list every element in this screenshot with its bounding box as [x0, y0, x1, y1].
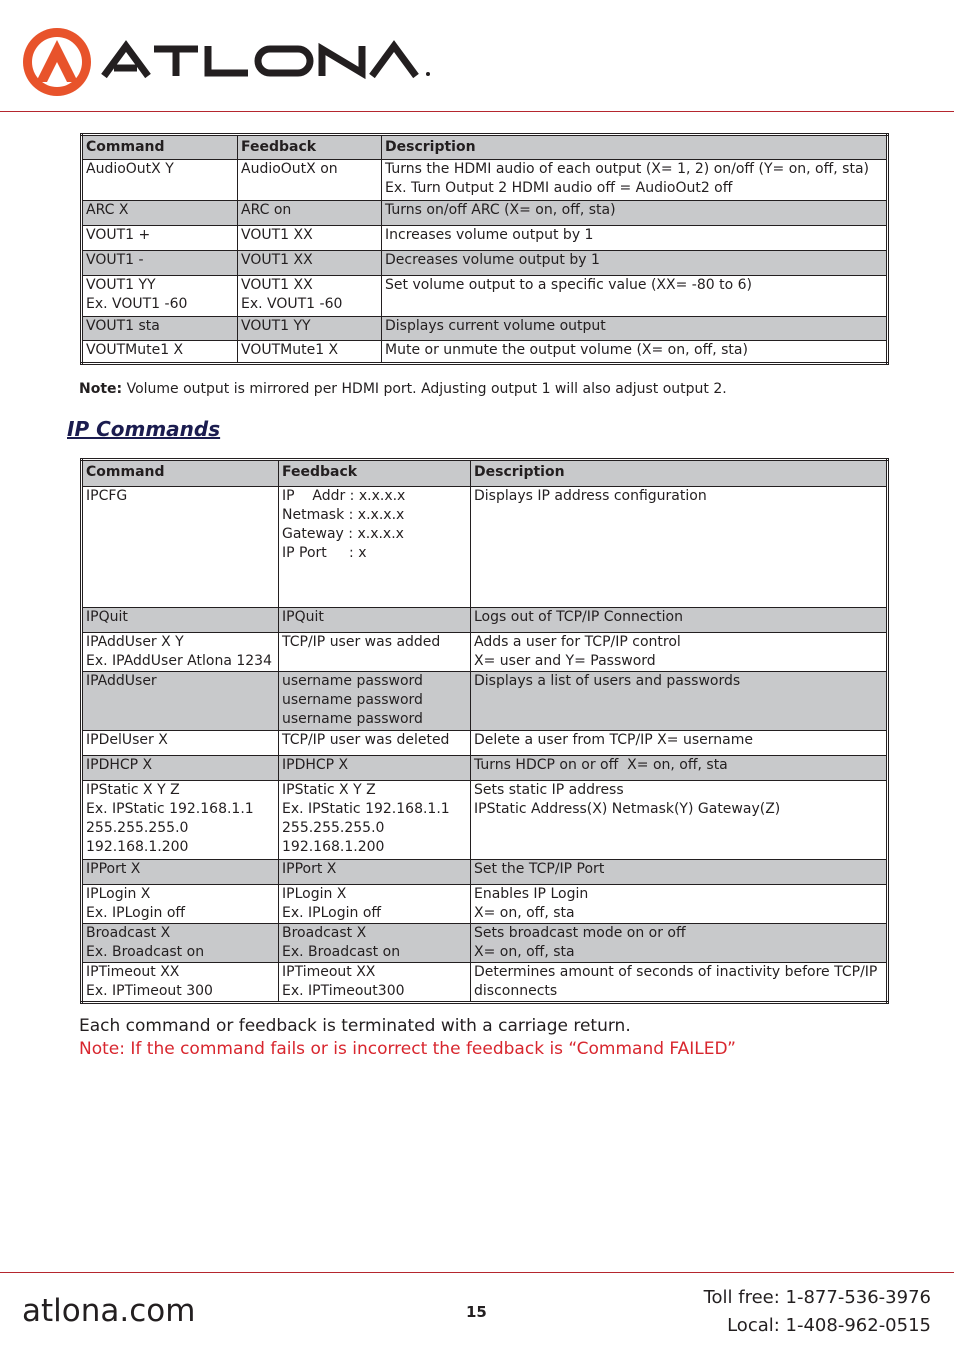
table-row — [82, 781, 888, 860]
column-header: Feedback — [279, 460, 471, 487]
description-text: Decreases volume output by 1 — [385, 252, 600, 268]
table-row — [82, 487, 888, 608]
description-text: Sets static IP address — [474, 782, 624, 798]
feedback-text: VOUTMute1 X — [241, 342, 339, 358]
note-text: Volume output is mirrored per HDMI port. Adjusting output 1 will also adjust output 2. — [122, 381, 727, 397]
feedback-text: VOUT1 XX — [241, 252, 313, 268]
table-row — [82, 160, 888, 201]
command-text: Ex. Broadcast on — [86, 944, 205, 960]
command-text: ARC X — [86, 202, 129, 218]
feedback-cell — [279, 885, 471, 924]
feedback-text: IPTimeout XX — [282, 964, 376, 980]
table-row — [82, 276, 888, 317]
command-cell — [82, 276, 238, 317]
brand-name: ATLONA — [22, 24, 26, 25]
feedback-cell — [238, 341, 382, 364]
column-header: Feedback — [238, 135, 382, 160]
command-text: IPPort X — [86, 861, 141, 877]
column-header: Description — [471, 460, 888, 487]
description-cell — [471, 860, 888, 885]
feedback-cell — [238, 160, 382, 201]
command-text: IPLogin X — [86, 886, 151, 902]
table-row — [82, 672, 888, 731]
table-row — [82, 731, 888, 756]
command-cell — [82, 672, 279, 731]
table-header-row — [82, 460, 888, 487]
table-row — [82, 963, 888, 1003]
termination-note: Each command or feedback is terminated with a carriage return. — [79, 1016, 631, 1036]
toll-free-phone: Toll free: 1-877-536-3976 — [703, 1287, 931, 1308]
command-cell — [82, 924, 279, 963]
description-cell — [471, 963, 888, 1003]
description-text: X= on, off, sta — [474, 905, 575, 921]
description-cell — [471, 781, 888, 860]
feedback-text: VOUT1 XX — [241, 277, 313, 293]
command-text: IPQuit — [86, 609, 128, 625]
table-row — [82, 226, 888, 251]
description-text: Turns HDCP on or off X= on, off, sta — [474, 757, 728, 773]
note-label: Note: — [79, 381, 123, 397]
description-cell — [471, 885, 888, 924]
description-text: Turns the HDMI audio of each output (X= 1, 2) on/off (Y= on, off, sta) — [385, 161, 869, 177]
table-header-row — [82, 135, 888, 160]
command-cell — [82, 885, 279, 924]
description-cell — [471, 633, 888, 672]
description-text: Set the TCP/IP Port — [474, 861, 605, 877]
feedback-text: IPStatic X Y Z — [282, 782, 376, 798]
command-cell — [82, 608, 279, 633]
command-text: Broadcast X — [86, 925, 171, 941]
command-text: AudioOutX Y — [86, 161, 174, 177]
description-cell — [471, 487, 888, 608]
command-cell — [82, 633, 279, 672]
description-text: disconnects — [474, 983, 558, 999]
page-number: 15 — [466, 1303, 487, 1321]
feedback-text: Ex. IPStatic 192.168.1.1 — [282, 801, 450, 817]
feedback-text: ARC on — [241, 202, 292, 218]
feedback-text: IP Addr : x.x.x.x — [282, 488, 406, 504]
command-cell — [82, 226, 238, 251]
feedback-text: username password — [282, 692, 423, 708]
column-header: Command — [82, 460, 279, 487]
description-text: Increases volume output by 1 — [385, 227, 594, 243]
command-cell — [82, 341, 238, 364]
command-cell — [82, 731, 279, 756]
feedback-text: username password — [282, 711, 423, 727]
command-cell — [82, 317, 238, 341]
description-text: Mute or unmute the output volume (X= on, off, sta) — [385, 342, 748, 358]
command-text: VOUT1 sta — [86, 318, 160, 334]
feedback-cell — [279, 633, 471, 672]
atlona-logo-icon — [22, 24, 442, 100]
feedback-cell — [279, 756, 471, 781]
feedback-text: IPLogin X — [282, 886, 347, 902]
command-text: Ex. IPStatic 192.168.1.1 — [86, 801, 254, 817]
table-row — [82, 251, 888, 276]
command-cell — [82, 201, 238, 226]
description-text: X= on, off, sta — [474, 944, 575, 960]
description-text: Delete a user from TCP/IP X= username — [474, 732, 753, 748]
ip-commands-heading: IP Commands — [67, 417, 221, 441]
command-text: VOUT1 - — [86, 252, 144, 268]
feedback-text: Ex. VOUT1 -60 — [241, 296, 343, 312]
feedback-cell — [279, 963, 471, 1003]
local-phone: Local: 1-408-962-0515 — [727, 1315, 931, 1336]
command-text: IPStatic X Y Z — [86, 782, 180, 798]
feedback-cell — [279, 924, 471, 963]
feedback-cell — [238, 276, 382, 317]
command-text: IPTimeout XX — [86, 964, 180, 980]
description-text: Set volume output to a specific value (XX= -80 to 6) — [385, 277, 752, 293]
command-cell — [82, 251, 238, 276]
command-text: Ex. IPTimeout 300 — [86, 983, 213, 999]
command-text: VOUT1 YY — [86, 277, 156, 293]
command-text: 192.168.1.200 — [86, 839, 189, 855]
command-text: 255.255.255.0 — [86, 820, 189, 836]
description-text: Enables IP Login — [474, 886, 589, 902]
description-cell — [471, 924, 888, 963]
feedback-cell — [279, 860, 471, 885]
feedback-text: Ex. IPTimeout300 — [282, 983, 405, 999]
description-text: Sets broadcast mode on or off — [474, 925, 686, 941]
command-text: Ex. IPLogin off — [86, 905, 186, 921]
table-row — [82, 633, 888, 672]
audio-command-table — [80, 133, 889, 365]
description-cell — [471, 672, 888, 731]
description-text: Ex. Turn Output 2 HDMI audio off = AudioOut2 off — [385, 180, 733, 196]
table-row — [82, 924, 888, 963]
feedback-text: Ex. Broadcast on — [282, 944, 401, 960]
feedback-cell — [238, 251, 382, 276]
feedback-cell — [238, 201, 382, 226]
command-text: VOUT1 + — [86, 227, 151, 243]
description-cell — [382, 201, 888, 226]
ip-command-table — [80, 458, 889, 1004]
feedback-cell — [279, 672, 471, 731]
description-cell — [382, 226, 888, 251]
command-text: Ex. IPAddUser Atlona 1234 — [86, 653, 272, 669]
feedback-text: TCP/IP user was added — [282, 634, 441, 650]
feedback-text: VOUT1 YY — [241, 318, 311, 334]
feedback-text: Broadcast X — [282, 925, 367, 941]
command-text: IPAddUser X Y — [86, 634, 184, 650]
description-cell — [382, 251, 888, 276]
header-rule — [0, 111, 954, 112]
command-cell — [82, 781, 279, 860]
feedback-cell — [279, 608, 471, 633]
feedback-text: VOUT1 XX — [241, 227, 313, 243]
description-text: Turns on/off ARC (X= on, off, sta) — [385, 202, 616, 218]
feedback-text: Netmask : x.x.x.x — [282, 507, 405, 523]
description-cell — [382, 160, 888, 201]
command-text: VOUTMute1 X — [86, 342, 184, 358]
feedback-cell — [238, 226, 382, 251]
command-text: IPAddUser — [86, 673, 157, 689]
feedback-cell — [238, 317, 382, 341]
table-row — [82, 317, 888, 341]
table-row — [82, 756, 888, 781]
feedback-text: Gateway : x.x.x.x — [282, 526, 404, 542]
feedback-text: Ex. IPLogin off — [282, 905, 382, 921]
feedback-text: IPDHCP X — [282, 757, 349, 773]
command-cell — [82, 963, 279, 1003]
column-header: Command — [82, 135, 238, 160]
description-text: X= user and Y= Password — [474, 653, 656, 669]
feedback-cell — [279, 781, 471, 860]
command-text: IPDelUser X — [86, 732, 168, 748]
failure-note: Note: If the command fails or is incorrect the feedback is “Command FAILED” — [79, 1039, 736, 1059]
feedback-cell — [279, 487, 471, 608]
feedback-text: username password — [282, 673, 423, 689]
description-text: Displays current volume output — [385, 318, 606, 334]
footer-site-link[interactable]: atlona.com — [22, 1293, 196, 1329]
description-text: Adds a user for TCP/IP control — [474, 634, 681, 650]
description-cell — [471, 731, 888, 756]
description-text: Logs out of TCP/IP Connection — [474, 609, 683, 625]
description-cell — [471, 756, 888, 781]
command-text: IPCFG — [86, 488, 128, 504]
command-text: IPDHCP X — [86, 757, 153, 773]
command-cell — [82, 487, 279, 608]
feedback-text: 255.255.255.0 — [282, 820, 385, 836]
description-cell — [382, 341, 888, 364]
page-header — [0, 0, 954, 113]
feedback-text: TCP/IP user was deleted — [282, 732, 450, 748]
command-cell — [82, 860, 279, 885]
feedback-text: IPPort X — [282, 861, 337, 877]
column-header: Description — [382, 135, 888, 160]
command-cell — [82, 756, 279, 781]
feedback-text: IPQuit — [282, 609, 324, 625]
table-row — [82, 608, 888, 633]
description-text: Displays IP address configuration — [474, 488, 707, 504]
description-text: Determines amount of seconds of inactivity before TCP/IP — [474, 964, 878, 980]
description-cell — [471, 608, 888, 633]
table-row — [82, 201, 888, 226]
table-row — [82, 885, 888, 924]
command-text: Ex. VOUT1 -60 — [86, 296, 188, 312]
feedback-text: 192.168.1.200 — [282, 839, 385, 855]
volume-note — [79, 381, 727, 397]
description-text: Displays a list of users and passwords — [474, 673, 741, 689]
description-text: IPStatic Address(X) Netmask(Y) Gateway(Z) — [474, 801, 781, 817]
command-cell — [82, 160, 238, 201]
table-row — [82, 860, 888, 885]
table-row — [82, 341, 888, 364]
description-cell — [382, 317, 888, 341]
feedback-cell — [279, 731, 471, 756]
footer-rule — [0, 1272, 954, 1273]
feedback-text: IP Port : x — [282, 545, 367, 561]
description-cell — [382, 276, 888, 317]
feedback-text: AudioOutX on — [241, 161, 338, 177]
